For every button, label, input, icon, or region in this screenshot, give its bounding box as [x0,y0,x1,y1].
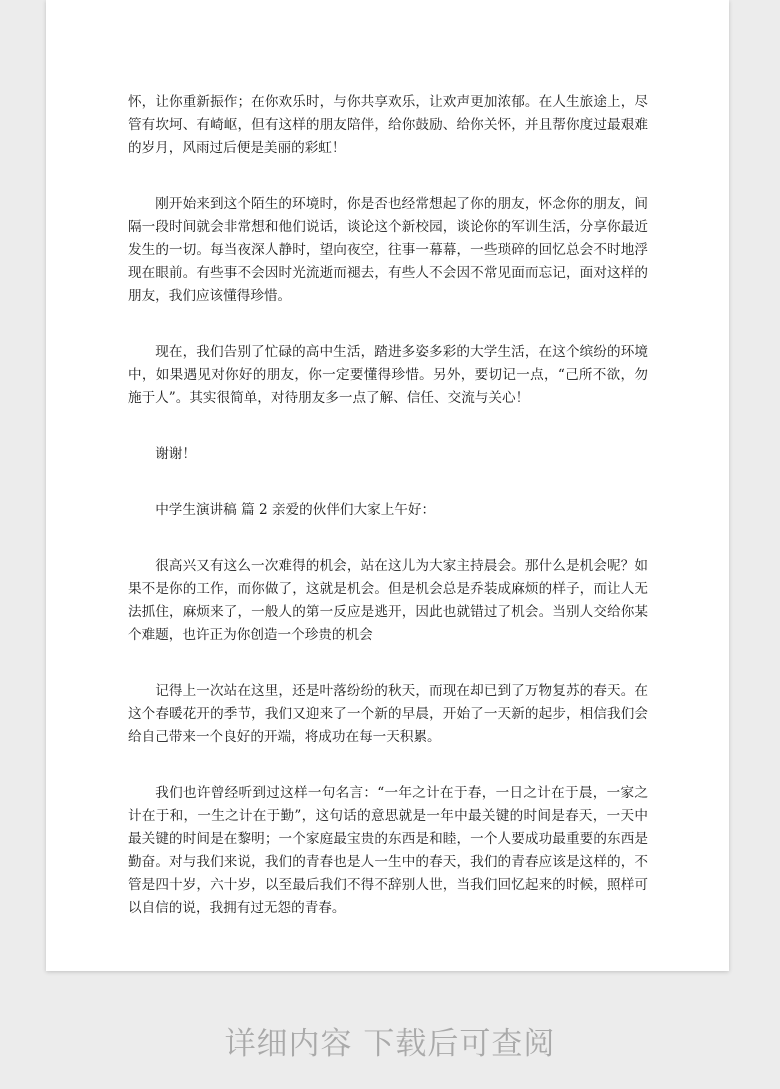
paragraph: 谢谢！ [155,446,196,462]
paragraph: 很高兴又有这么一次难得的机会，站在这儿为大家主持晨会。那什么是机会呢？如果不是你的工作，而你做了，这就是机会。但是机会总是乔装成麻烦的样子，而让人无法抓住，麻烦来了，一般人的第一反应是逃开，因此也就错过了机会。当别人交给你某个难题，也许正为你创造一个珍贵的机会 [128,558,648,643]
paragraph: 刚开始来到这个陌生的环境时，你是否也经常想起了你的朋友，怀念你的朋友，间隔一段时间就会非常想和他们说话，谈论这个新校园，谈论你的军训生活，分享你最近发生的一切。每当夜深人静时，望向夜空，往事一幕幕，一些琐碎的回忆总会不时地浮现在眼前。有些事不会因时光流逝而褪去，有些人不会因不常见面而忘记，面对这样的朋友，我们应该懂得珍惜。 [128,196,648,304]
paragraph: 记得上一次站在这里，还是叶落纷纷的秋天，而现在却已到了万物复苏的春天。在这个春暖花开的季节，我们又迎来了一个新的早晨，开始了一天新的起步，相信我们会给自己带来一个良好的开端，将成功在每一天积累。 [128,683,648,745]
document-page [46,0,729,971]
document-body [128,91,648,920]
section-heading: 中学生演讲稿 篇 2 亲爱的伙伴们大家上午好： [155,502,436,518]
download-hint: 详细内容 下载后可查阅 [224,1026,556,1062]
paragraph: 怀，让你重新振作；在你欢乐时，与你共享欢乐，让欢声更加浓郁。在人生旅途上，尽管有坎坷、有崎岖，但有这样的朋友陪伴，给你鼓励、给你关怀，并且帮你度过最艰难的岁月，风雨过后便是美丽的彩虹！ [128,94,648,156]
paragraph: 现在，我们告别了忙碌的高中生活，踏进多姿多彩的大学生活，在这个缤纷的环境中，如果遇见对你好的朋友，你一定要懂得珍惜。另外，要切记一点，“己所不欲，勿施于人”。其实很简单，对待朋友多一点了解、信任、交流与关心！ [128,344,648,406]
paragraph: 我们也许曾经听到过这样一句名言：“一年之计在于春，一日之计在于晨，一家之计在于和，一生之计在于勤”，这句话的意思就是一年中最关键的时间是春天，一天中最关键的时间是在黎明；一个家庭最宝贵的东西是和睦，一个人要成功最重要的东西是勤奋。对与我们来说，我们的青春也是人一生中的春天，我们的青春应该是这样的，不管是四十岁，六十岁，以至最后我们不得不辞别人世，当我们回忆起来的时候，照样可以自信的说，我拥有过无怨的青春。 [128,785,648,916]
